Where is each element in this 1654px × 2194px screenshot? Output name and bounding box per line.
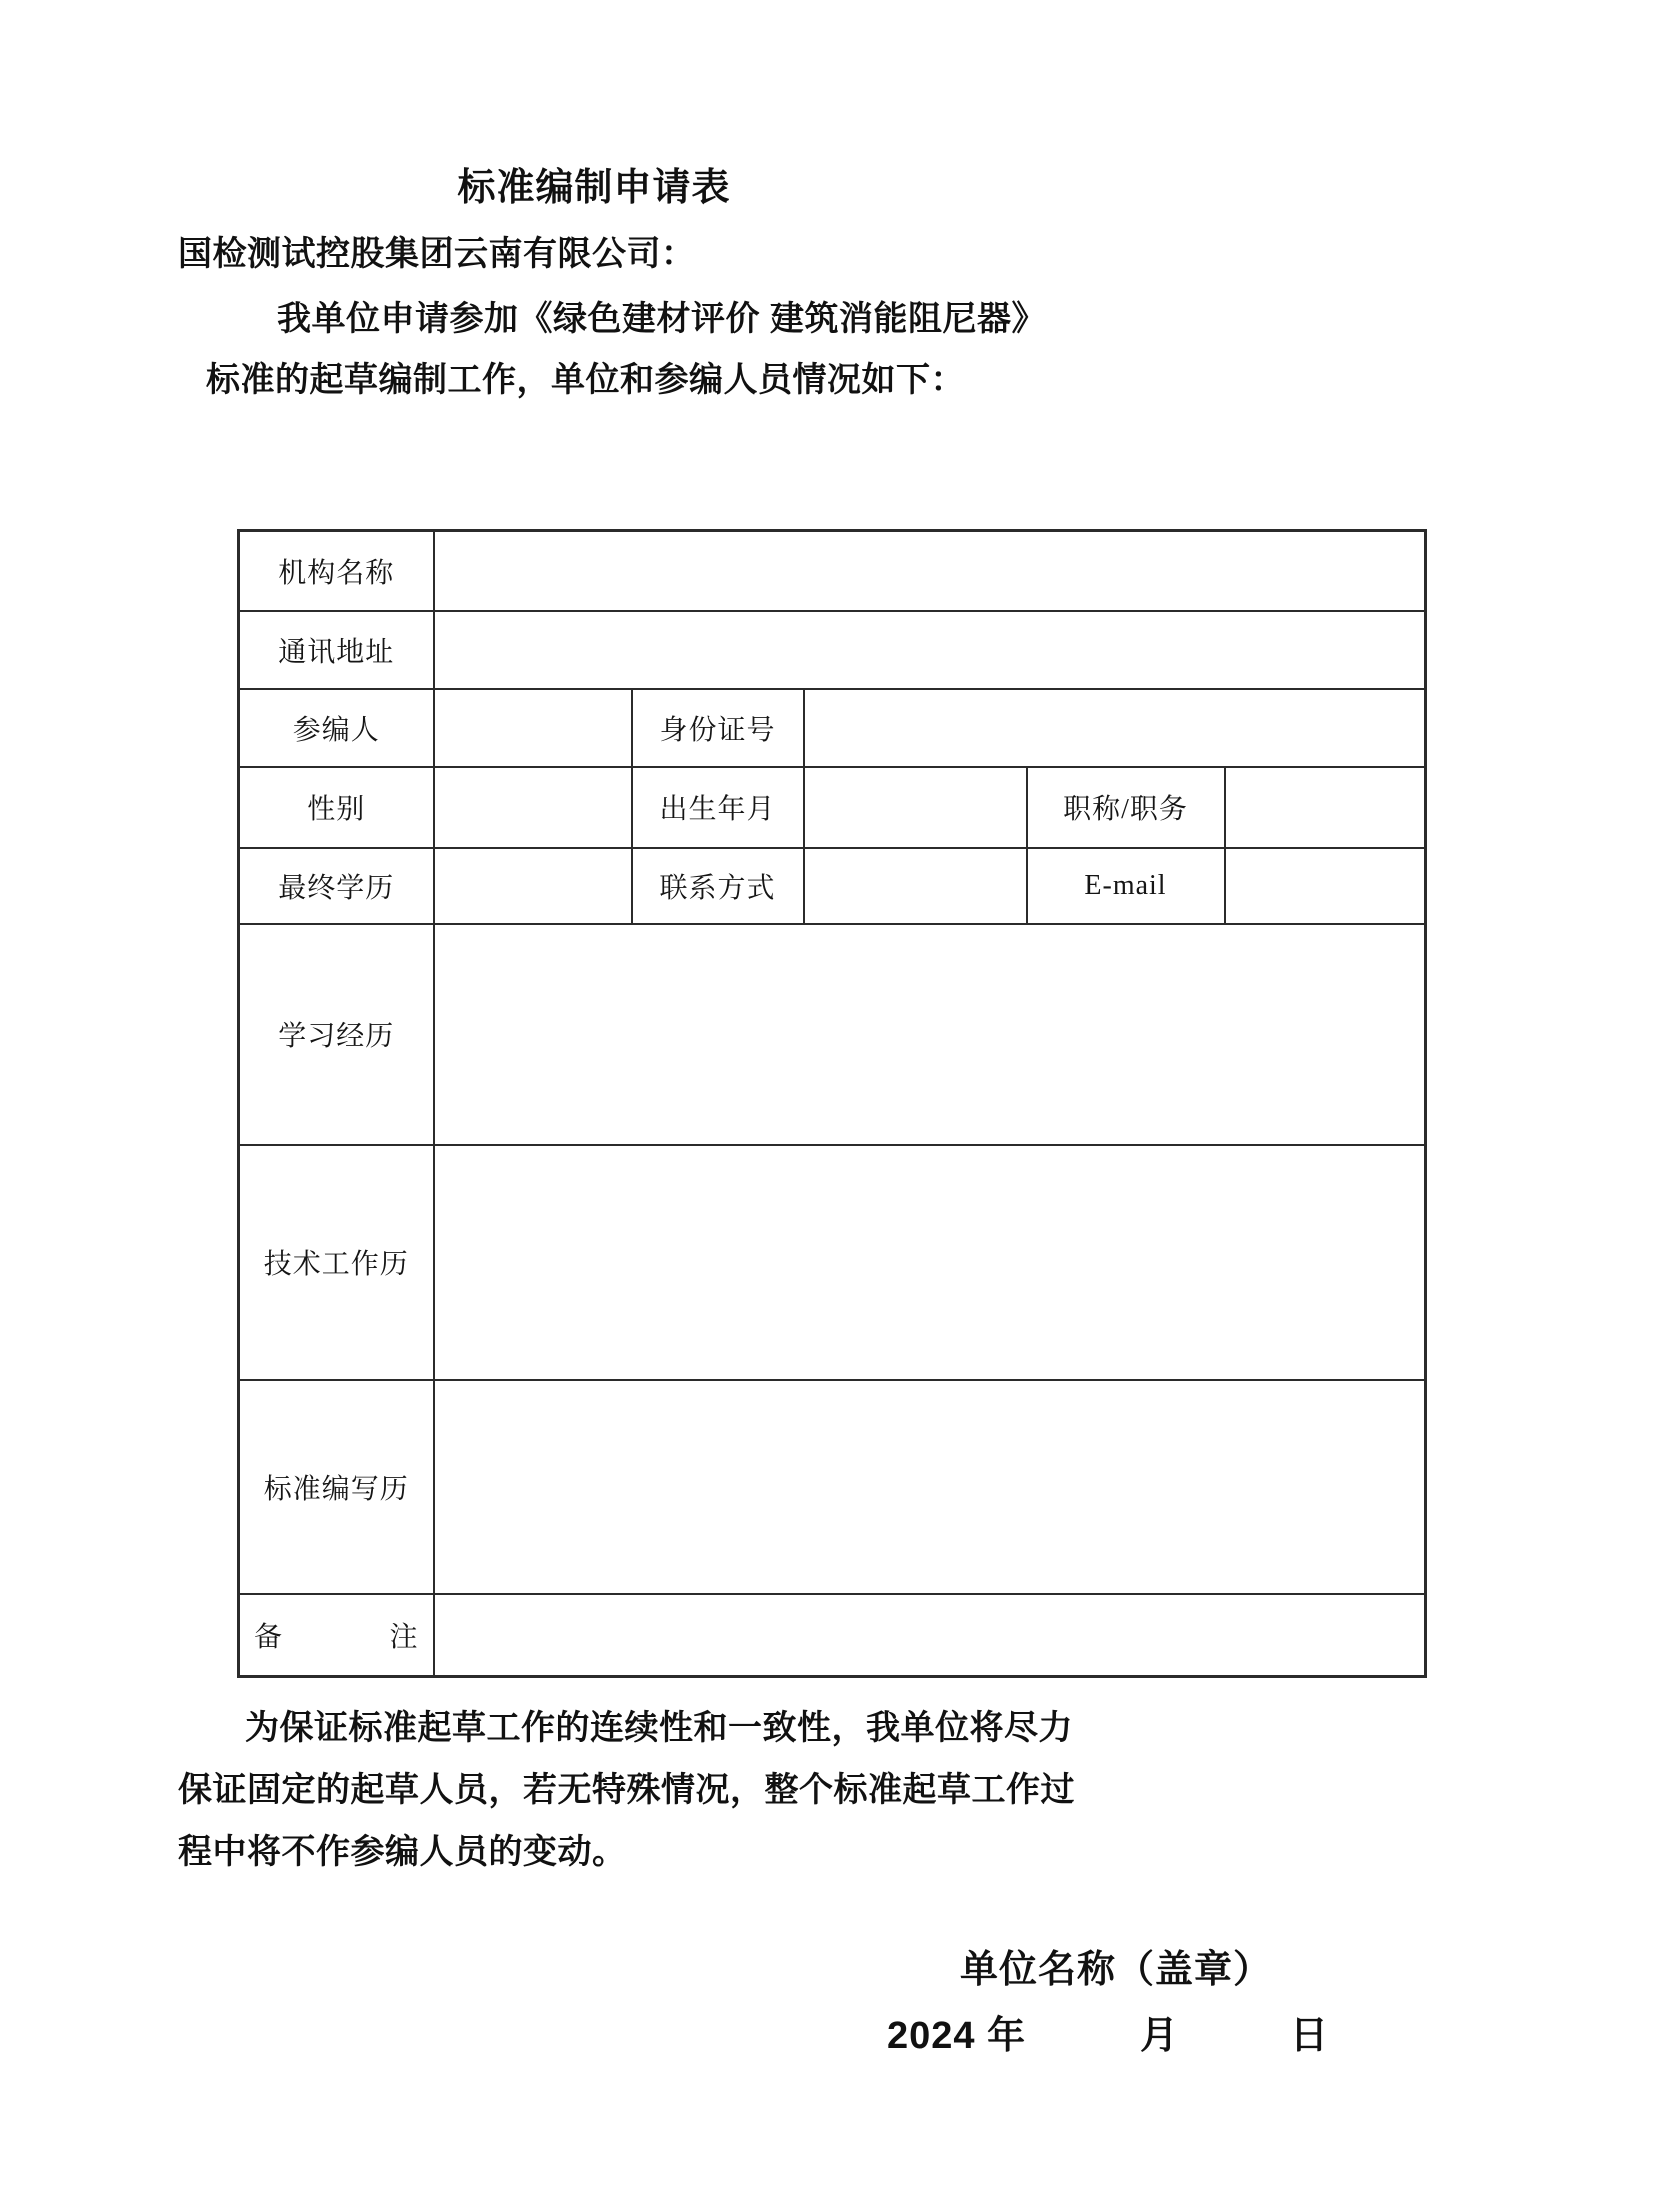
email-value-cell[interactable] xyxy=(1225,848,1426,924)
company-seal-line: 单位名称（盖章） xyxy=(960,1949,1273,1991)
study-history-label: 学习经历 xyxy=(239,924,434,1145)
contact-label: 联系方式 xyxy=(632,848,804,924)
birth-date-value-cell[interactable] xyxy=(804,767,1027,848)
table-row xyxy=(239,1145,1426,1380)
table-row xyxy=(239,767,1426,848)
title-position-label: 职称/职务 xyxy=(1027,767,1225,848)
title-position-value-cell[interactable] xyxy=(1225,767,1426,848)
remarks-label xyxy=(239,1594,434,1677)
id-number-value-cell[interactable] xyxy=(804,689,1426,767)
education-value-cell[interactable] xyxy=(434,848,632,924)
table-row xyxy=(239,924,1426,1145)
closing-paragraph-line-1: 为保证标准起草工作的连续性和一致性，我单位将尽力 xyxy=(245,1709,1073,1747)
participant-label: 参编人 xyxy=(239,689,434,767)
org-name-label: 机构名称 xyxy=(239,531,434,611)
gender-value-cell[interactable] xyxy=(434,767,632,848)
study-history-value-cell[interactable] xyxy=(434,924,1426,1145)
table-row xyxy=(239,611,1426,689)
email-label: E-mail xyxy=(1027,848,1225,924)
closing-paragraph-line-3: 程中将不作参编人员的变动。 xyxy=(178,1833,627,1871)
tech-work-history-value-cell[interactable] xyxy=(434,1145,1426,1380)
gender-label: 性别 xyxy=(239,767,434,848)
intro-paragraph-line-2: 标准的起草编制工作，单位和参编人员情况如下： xyxy=(206,361,965,399)
salutation-line: 国检测试控股集团云南有限公司： xyxy=(178,235,696,273)
application-form-table xyxy=(237,529,1427,1678)
remarks-label-char1: 备 xyxy=(254,1621,284,1653)
standard-writing-history-label: 标准编写历 xyxy=(239,1380,434,1594)
intro-paragraph-line-1: 我单位申请参加《绿色建材评价 建筑消能阻尼器》 xyxy=(277,300,1046,338)
signature-day: 日 xyxy=(1290,2015,1330,2057)
page-title: 标准编制申请表 xyxy=(457,167,731,209)
remarks-value-cell[interactable] xyxy=(434,1594,1426,1677)
address-label: 通讯地址 xyxy=(239,611,434,689)
id-number-label: 身份证号 xyxy=(632,689,804,767)
address-value-cell[interactable] xyxy=(434,611,1426,689)
closing-paragraph-line-2: 保证固定的起草人员，若无特殊情况，整个标准起草工作过 xyxy=(178,1771,1075,1809)
remarks-label-char2: 注 xyxy=(389,1621,419,1653)
tech-work-history-label: 技术工作历 xyxy=(239,1145,434,1380)
table-row xyxy=(239,689,1426,767)
table-row xyxy=(239,848,1426,924)
table-row xyxy=(239,1380,1426,1594)
signature-year: 2024 年 xyxy=(887,2015,1027,2057)
table-row xyxy=(239,1594,1426,1677)
birth-date-label: 出生年月 xyxy=(632,767,804,848)
contact-value-cell[interactable] xyxy=(804,848,1027,924)
signature-month: 月 xyxy=(1140,2015,1180,2057)
participant-value-cell[interactable] xyxy=(434,689,632,767)
table-row xyxy=(239,531,1426,611)
standard-writing-history-value-cell[interactable] xyxy=(434,1380,1426,1594)
org-name-value-cell[interactable] xyxy=(434,531,1426,611)
education-label: 最终学历 xyxy=(239,848,434,924)
